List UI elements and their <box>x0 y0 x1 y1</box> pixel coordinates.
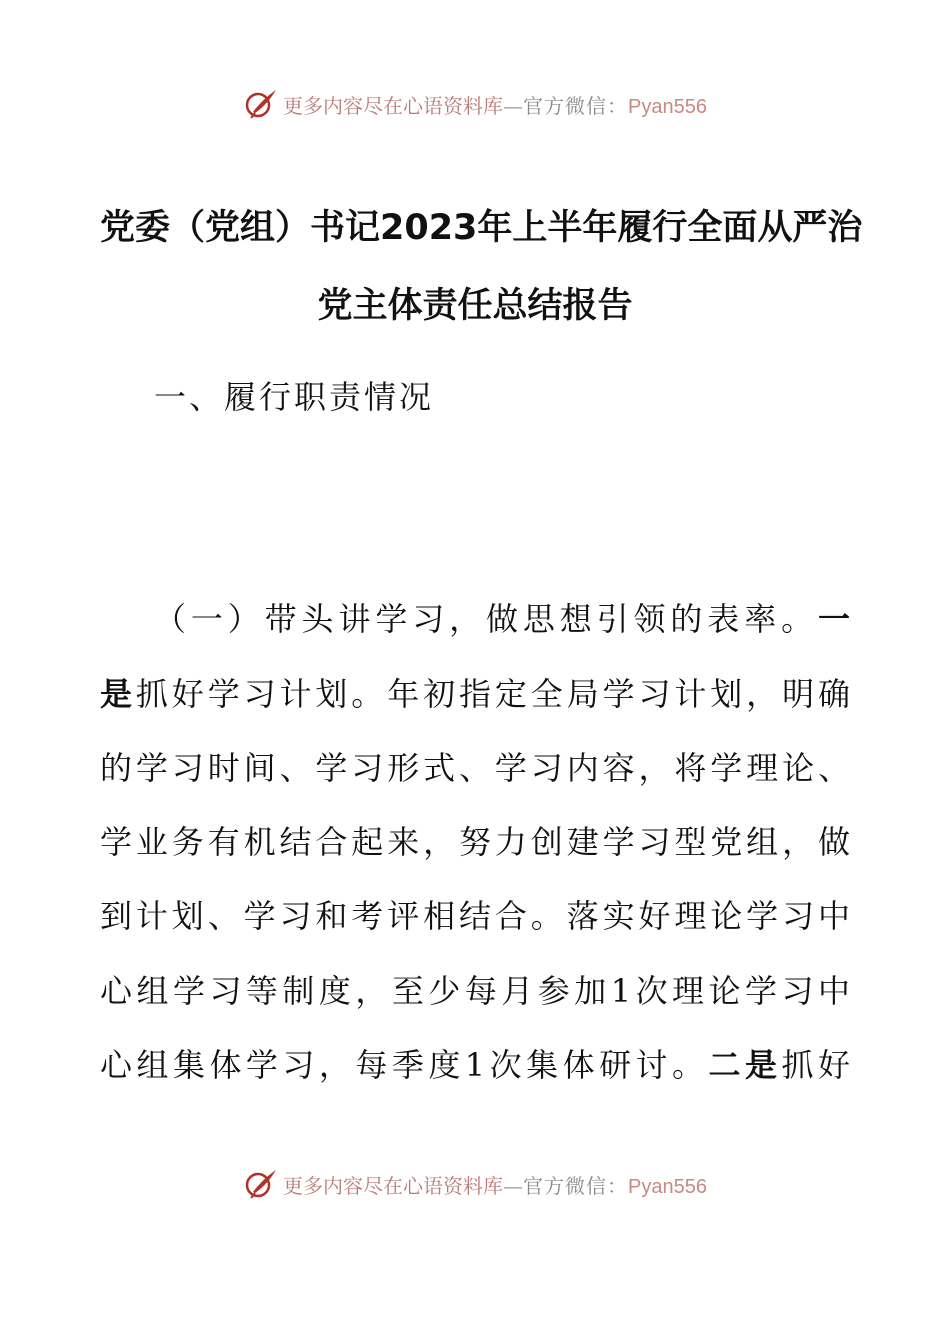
watermark-label: 官方微信： <box>523 93 629 118</box>
document-title-line-2: 党主体责任总结报告 <box>317 286 633 326</box>
body-line-1: （一）带头讲学习，做思想引领的表率。一 <box>154 600 850 638</box>
document-title-line-1: 党委（党组）书记2023年上半年履行全面从严治 <box>100 208 863 248</box>
watermark-label: 官方微信： <box>523 1173 629 1198</box>
body-line-7: 心组集体学习，每季度1次集体研讨。二是抓好 <box>100 1046 850 1084</box>
body-line-6: 心组学习等制度，至少每月参加1次理论学习中 <box>100 972 850 1010</box>
watermark-text: 更多内容尽在心语资料库 <box>283 93 504 118</box>
watermark-separator: — <box>503 93 524 118</box>
watermark-banner-top <box>0 82 950 126</box>
bold-marker-yi: 一 <box>817 600 850 638</box>
section-heading: 一、履行职责情况 <box>154 378 435 416</box>
body-line-4: 学业务有机结合起来，努力创建学习型党组，做 <box>100 823 850 861</box>
watermark-id: Pyan556 <box>628 1175 707 1198</box>
body-line-3: 的学习时间、学习形式、学习内容，将学理论、 <box>100 749 850 787</box>
feather-pen-logo-icon <box>243 1166 279 1202</box>
watermark-id: Pyan556 <box>628 95 707 118</box>
body-line-2: 是抓好学习计划。年初指定全局学习计划，明确 <box>100 675 850 713</box>
feather-pen-logo-icon <box>243 86 279 122</box>
bold-marker-er-shi: 二是 <box>708 1046 782 1084</box>
body-line-5: 到计划、学习和考评相结合。落实好理论学习中 <box>100 897 850 935</box>
watermark-separator: — <box>503 1173 524 1198</box>
bold-marker-shi: 是 <box>100 675 136 713</box>
watermark-banner-bottom <box>0 1162 950 1206</box>
watermark-text: 更多内容尽在心语资料库 <box>283 1173 504 1198</box>
